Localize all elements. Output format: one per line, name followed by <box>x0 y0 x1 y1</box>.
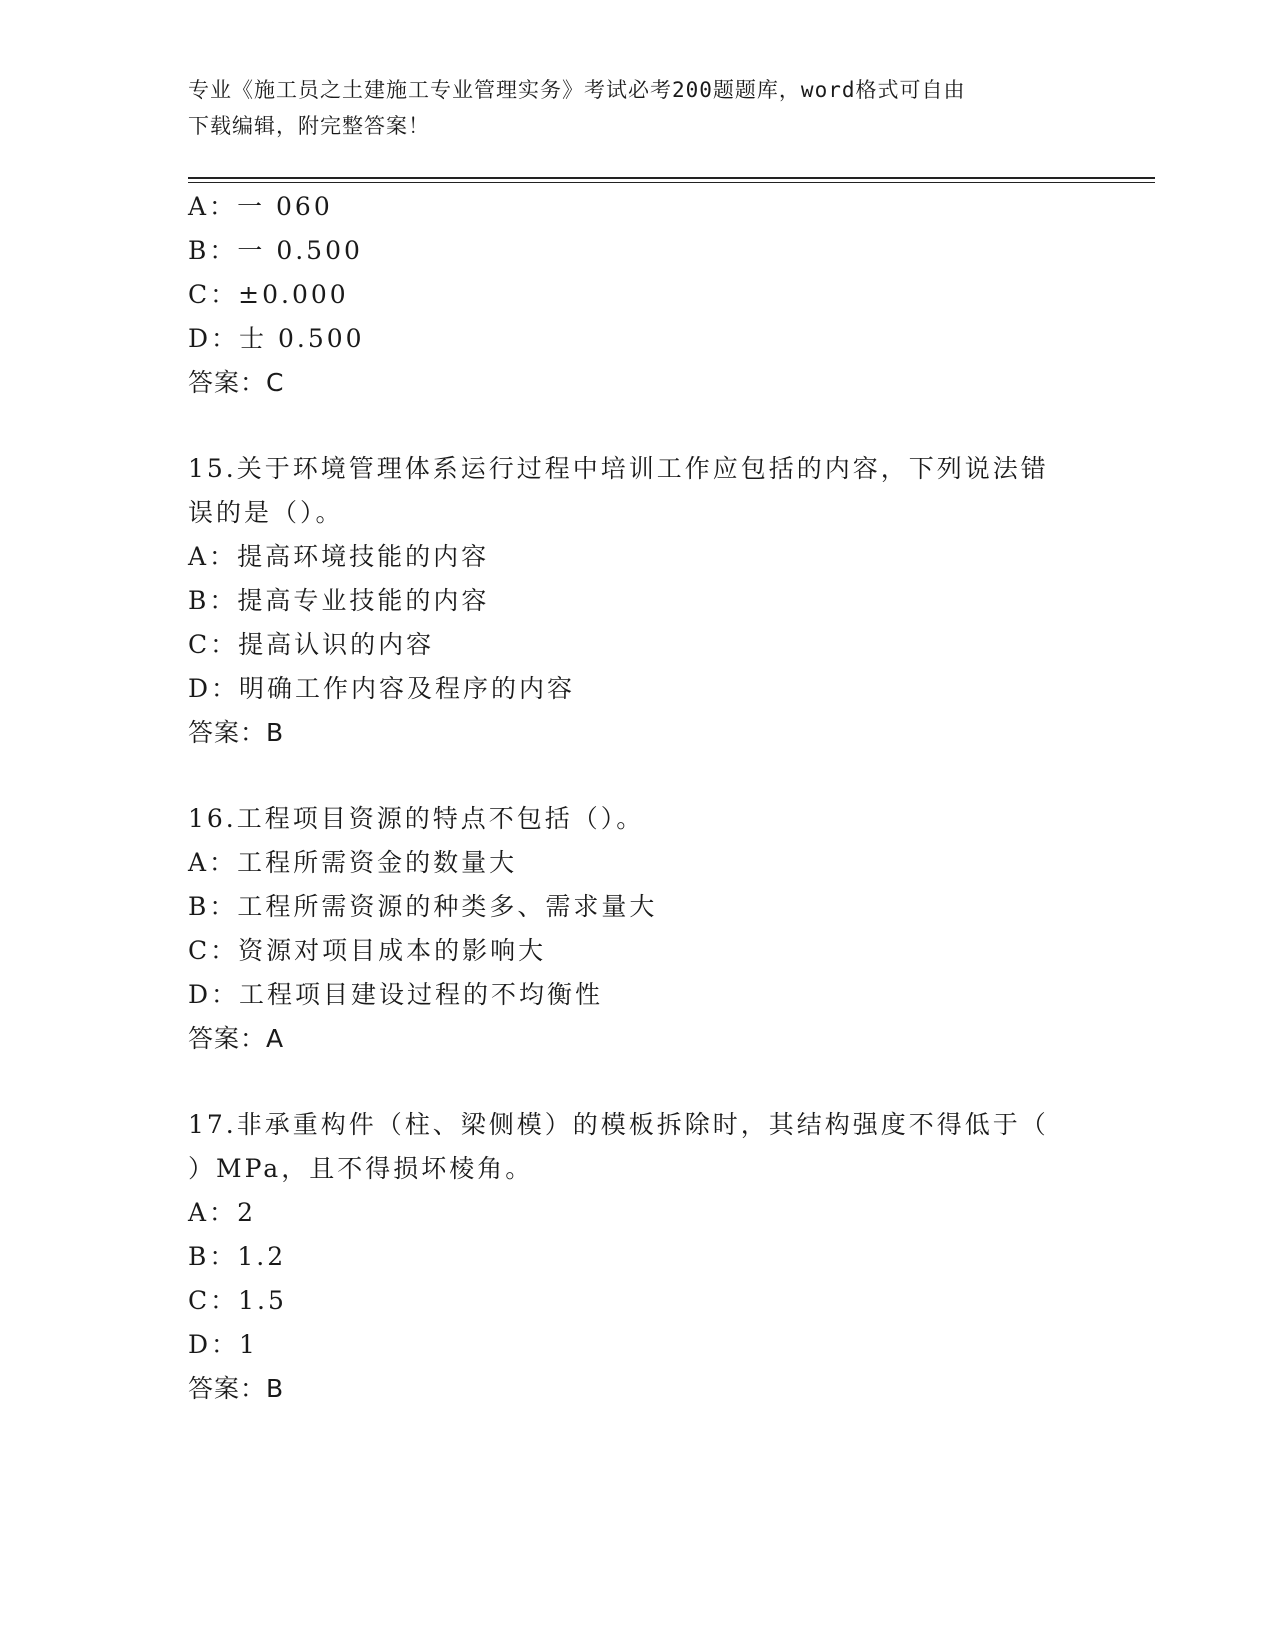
option-text: ±0.000 <box>238 280 349 309</box>
option-text: 资源对项目成本的影响大 <box>238 936 547 965</box>
answer-line: 答案：B <box>188 718 285 747</box>
option-label: A： <box>188 848 238 877</box>
option-text: 明确工作内容及程序的内容 <box>239 674 576 703</box>
option-text: 提高认识的内容 <box>238 630 435 659</box>
header-line-2: 下载编辑，附完整答案！ <box>188 114 430 138</box>
option-c <box>188 1284 287 1318</box>
answer-line: 答案：A <box>188 1024 285 1053</box>
option-label: C： <box>188 280 239 309</box>
option-text: 士 0.500 <box>239 324 365 353</box>
option-b <box>188 1240 286 1274</box>
question-stem-line-1: 16.工程项目资源的特点不包括（）。 <box>188 804 645 833</box>
option-text: 1.2 <box>237 1242 287 1271</box>
option-text: 工程项目建设过程的不均衡性 <box>239 980 604 1009</box>
option-b <box>188 234 363 268</box>
header-divider-thin <box>188 182 1155 183</box>
question-stem-line-1: 15.关于环境管理体系运行过程中培训工作应包括的内容，下列说法错 <box>188 454 1049 483</box>
option-text: 工程所需资源的种类多、需求量大 <box>237 892 658 921</box>
option-label: A： <box>188 542 238 571</box>
option-c <box>188 628 434 662</box>
option-label: C： <box>188 630 239 659</box>
option-label: A： <box>188 1198 238 1227</box>
option-a <box>188 540 489 574</box>
option-text: 工程所需资金的数量大 <box>237 848 518 877</box>
option-text: 1.5 <box>238 1286 287 1315</box>
answer-line: 答案：C <box>188 368 285 397</box>
answer-line: 答案：B <box>188 1374 285 1403</box>
option-label: C： <box>188 1286 239 1315</box>
header-line-1: 专业《施工员之土建施工专业管理实务》考试必考200题题库，word格式可自由 <box>188 78 966 102</box>
option-text: 1 <box>239 1330 258 1359</box>
question-stem-line-1: 17.非承重构件（柱、梁侧模）的模板拆除时，其结构强度不得低于（ <box>188 1110 1049 1139</box>
option-label: C： <box>188 936 239 965</box>
question-stem-line-2: 误的是（）。 <box>188 498 344 527</box>
option-a <box>188 1196 256 1230</box>
option-text: 提高环境技能的内容 <box>237 542 490 571</box>
option-d <box>188 978 603 1012</box>
option-label: D： <box>188 1330 240 1359</box>
option-c <box>188 934 546 968</box>
option-b <box>188 584 489 618</box>
option-d <box>188 672 575 706</box>
option-d <box>188 1328 258 1362</box>
option-label: D： <box>188 980 240 1009</box>
option-text: 提高专业技能的内容 <box>237 586 490 615</box>
option-a <box>188 190 333 224</box>
option-label: B： <box>188 236 238 265</box>
option-label: B： <box>188 1242 238 1271</box>
option-label: A： <box>188 192 238 221</box>
option-label: B： <box>188 586 238 615</box>
option-c <box>188 278 349 312</box>
header-divider-thick <box>188 177 1155 179</box>
option-a <box>188 846 517 880</box>
question-stem-line-2: ）MPa，且不得损坏棱角。 <box>188 1154 534 1183</box>
option-label: D： <box>188 674 240 703</box>
option-label: B： <box>188 892 238 921</box>
option-text: 2 <box>237 1198 256 1227</box>
option-label: D： <box>188 324 240 353</box>
option-d <box>188 322 365 356</box>
option-b <box>188 890 657 924</box>
document-header <box>188 72 1088 144</box>
option-text: 一 0.500 <box>237 236 363 265</box>
option-text: 一 060 <box>237 192 333 221</box>
